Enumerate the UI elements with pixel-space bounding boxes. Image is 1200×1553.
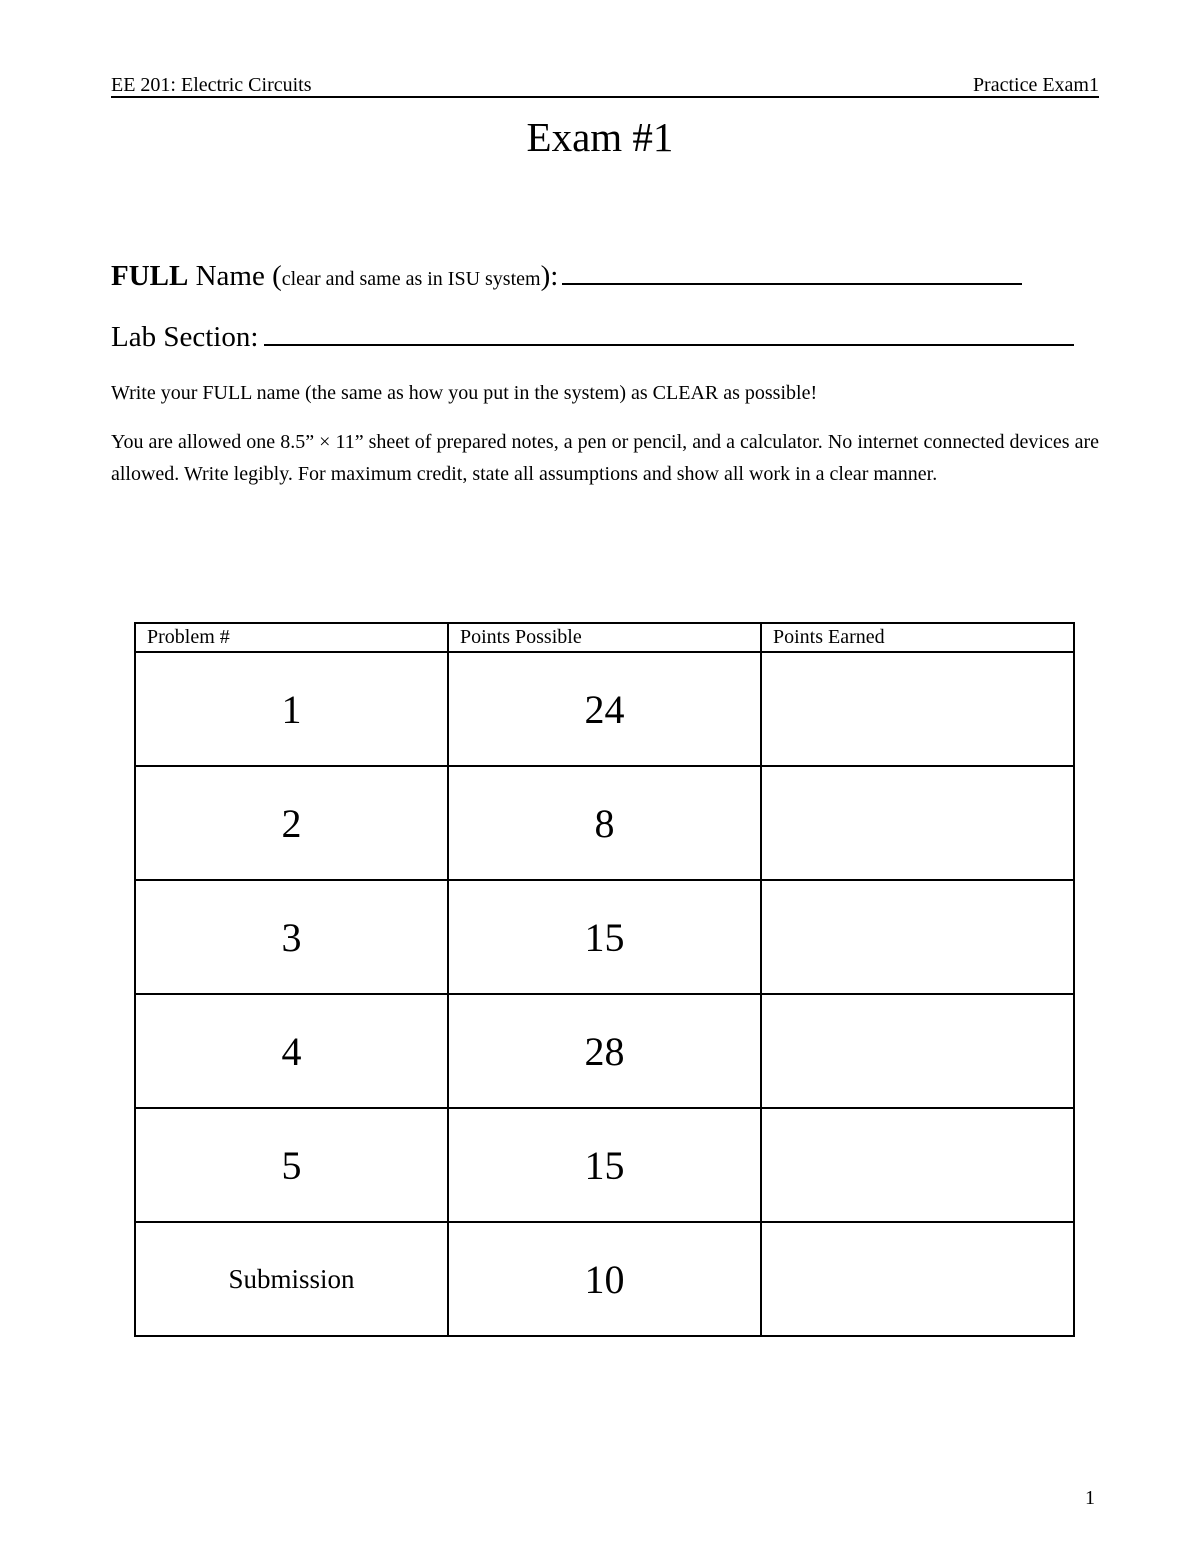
points-possible: 8 xyxy=(448,766,761,880)
problem-number: Submission xyxy=(135,1222,448,1336)
points-earned[interactable] xyxy=(761,766,1074,880)
points-earned[interactable] xyxy=(761,652,1074,766)
page-number: 1 xyxy=(1085,1487,1095,1509)
full-name-label-end: ): xyxy=(540,260,559,292)
full-name-bold-label: FULL xyxy=(111,260,189,292)
points-possible: 24 xyxy=(448,652,761,766)
table-row xyxy=(135,652,1074,766)
points-possible: 15 xyxy=(448,1108,761,1222)
points-possible: 10 xyxy=(448,1222,761,1336)
points-earned[interactable] xyxy=(761,880,1074,994)
full-name-label: Name ( xyxy=(188,260,282,292)
problem-number: 1 xyxy=(135,652,448,766)
full-name-field xyxy=(111,259,1022,296)
table-row xyxy=(135,994,1074,1108)
problem-number: 2 xyxy=(135,766,448,880)
problem-number: 3 xyxy=(135,880,448,994)
table-row xyxy=(135,1222,1074,1336)
full-name-hint: clear and same as in ISU system xyxy=(281,268,541,290)
points-possible: 15 xyxy=(448,880,761,994)
full-name-blank[interactable] xyxy=(562,263,1022,285)
exam-label: Practice Exam1 xyxy=(972,74,1099,96)
header-points-possible: Points Possible xyxy=(448,623,761,652)
header-points-earned: Points Earned xyxy=(761,623,1074,652)
instruction-name: Write your FULL name (the same as how you put in the system) as CLEAR as possible! xyxy=(111,382,818,404)
points-earned[interactable] xyxy=(761,994,1074,1108)
course-title: EE 201: Electric Circuits xyxy=(111,74,312,96)
table-row xyxy=(135,1108,1074,1222)
table-row xyxy=(135,880,1074,994)
points-earned[interactable] xyxy=(761,1108,1074,1222)
page-header xyxy=(111,74,1099,98)
table-row xyxy=(135,766,1074,880)
lab-section-label: Lab Section: xyxy=(111,321,259,353)
problem-number: 4 xyxy=(135,994,448,1108)
points-earned[interactable] xyxy=(761,1222,1074,1336)
problem-number: 5 xyxy=(135,1108,448,1222)
score-table xyxy=(134,622,1075,1337)
lab-section-field xyxy=(111,320,1074,354)
lab-section-blank[interactable] xyxy=(264,324,1074,346)
page-title: Exam #1 xyxy=(526,114,674,160)
points-possible: 28 xyxy=(448,994,761,1108)
table-header-row xyxy=(135,623,1074,652)
instruction-rules: You are allowed one 8.5” × 11” sheet of prepared notes, a pen or pencil, and a calculator. No internet connected devices are allowed. Write legibly. For maximum credit, state all assumptions and show all work in a clear manner. xyxy=(111,431,1099,485)
header-problem: Problem # xyxy=(135,623,448,652)
